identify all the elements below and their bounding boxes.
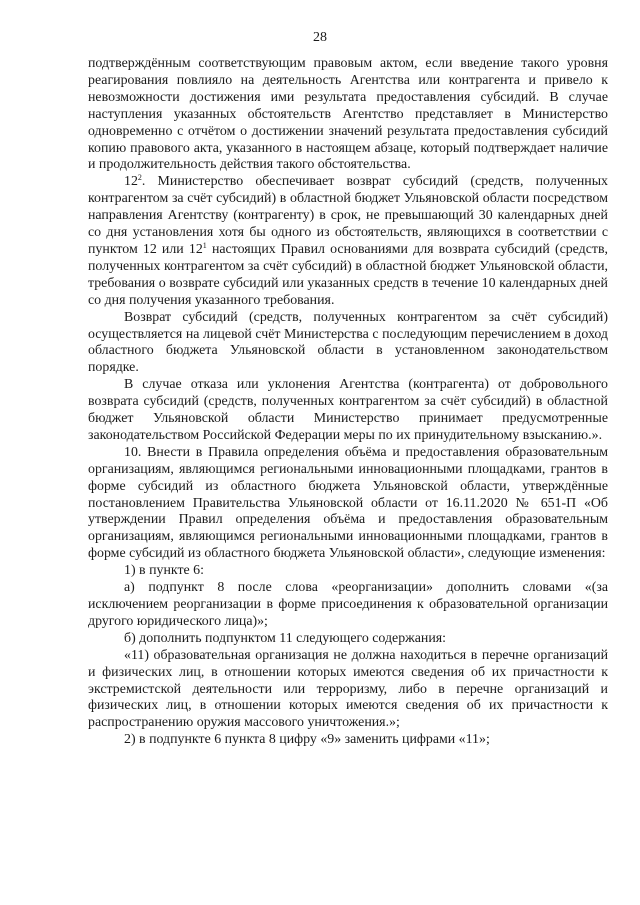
paragraph: а) подпункт 8 после слова «реорганизации» дополнить словами «(за исключением реорганизации в форме присоединения к образовательной организации другого юридического лица)»;: [88, 580, 608, 629]
paragraph: 10. Внести в Правила определения объёма и предоставления образовательным организациям, являющимся региональными инновационными площадками, грантов в форме субсидий из областного бюджета Ульяновской области, утверждённые постановлением Правительства Ульяновской области от 16.11.2020 № 651-П «Об утверждении Правил определения объёма и предоставления образовательным организациям, являющимся региональными инновационными площадками, грантов в форме субсидий из областного бюджета Ульяновской области», следующие изменения:: [88, 444, 608, 562]
paragraph: 1) в пункте 6:: [124, 563, 204, 579]
paragraph-text: . Министерство обеспечивает возврат субсидий (средств, полученных контрагентом за счёт субсидий) в областной бюджет Ульяновской области посредством направления Агентству (контрагенту) в срок, не превышающий 30 календарных дней со дня установления хотя бы одного из обстоятельств, являющихся в соответствии с пунктом 12 или 12: [88, 174, 608, 257]
document-body: [88, 56, 608, 749]
paragraph: «11) образовательная организация не должна находиться в перечне организаций и физических лиц, в отношении которых имеются сведения об их причастности к экстремистской деятельности или терроризму, либо в перечне организаций и физических лиц, в отношении которых имеются сведения об их причастности к распространению оружия массового уничтожения.»;: [88, 647, 608, 731]
superscript: 1: [202, 240, 207, 250]
paragraph: подтверждённым соответствующим правовым актом, если введение такого уровня реагирования повлияло на деятельность Агентства или контрагента и привело к невозможности достижения ими результата предоставления субсидий. В случае наступления указанных обстоятельств Агентство представляет в Министерство одновременно с отчётом о достижении значений результата предоставления субсидий копию правового акта, указанного в настоящем абзаце, который подтверждает наличие и продолжительность действия такого обстоятельства.: [88, 56, 608, 173]
page-number: 28: [313, 30, 327, 45]
paragraph: 2) в подпункте 6 пункта 8 цифру «9» заменить цифрами «11»;: [124, 732, 490, 748]
paragraph-text: настоящих Правил основаниями для возврата субсидий (средств, полученных контрагентом за счёт субсидий) в областной бюджет Ульяновской области, требования о возврате субсидий или указанных средств в течение 10 календарных дней со дня получения указанного требования.: [88, 241, 609, 308]
superscript: 2: [137, 173, 142, 183]
paragraph-number: 12: [124, 174, 138, 190]
paragraph: В случае отказа или уклонения Агентства (контрагента) от добровольного возврата субсидий (средств, полученных контрагентом за счёт субсидий) в областной бюджет Ульяновской области Министерство принимает предусмотренные законодательством Российской Федерации меры по их принудительному взысканию.».: [88, 377, 608, 443]
paragraph: б) дополнить подпунктом 11 следующего содержания:: [124, 630, 447, 646]
paragraph: Возврат субсидий (средств, полученных контрагентом за счёт субсидий) осуществляется на лицевой счёт Министерства с последующим перечислением в доход областного бюджета Ульяновской области в установленном законодательством порядке.: [88, 309, 608, 376]
paragraph: [88, 174, 608, 309]
